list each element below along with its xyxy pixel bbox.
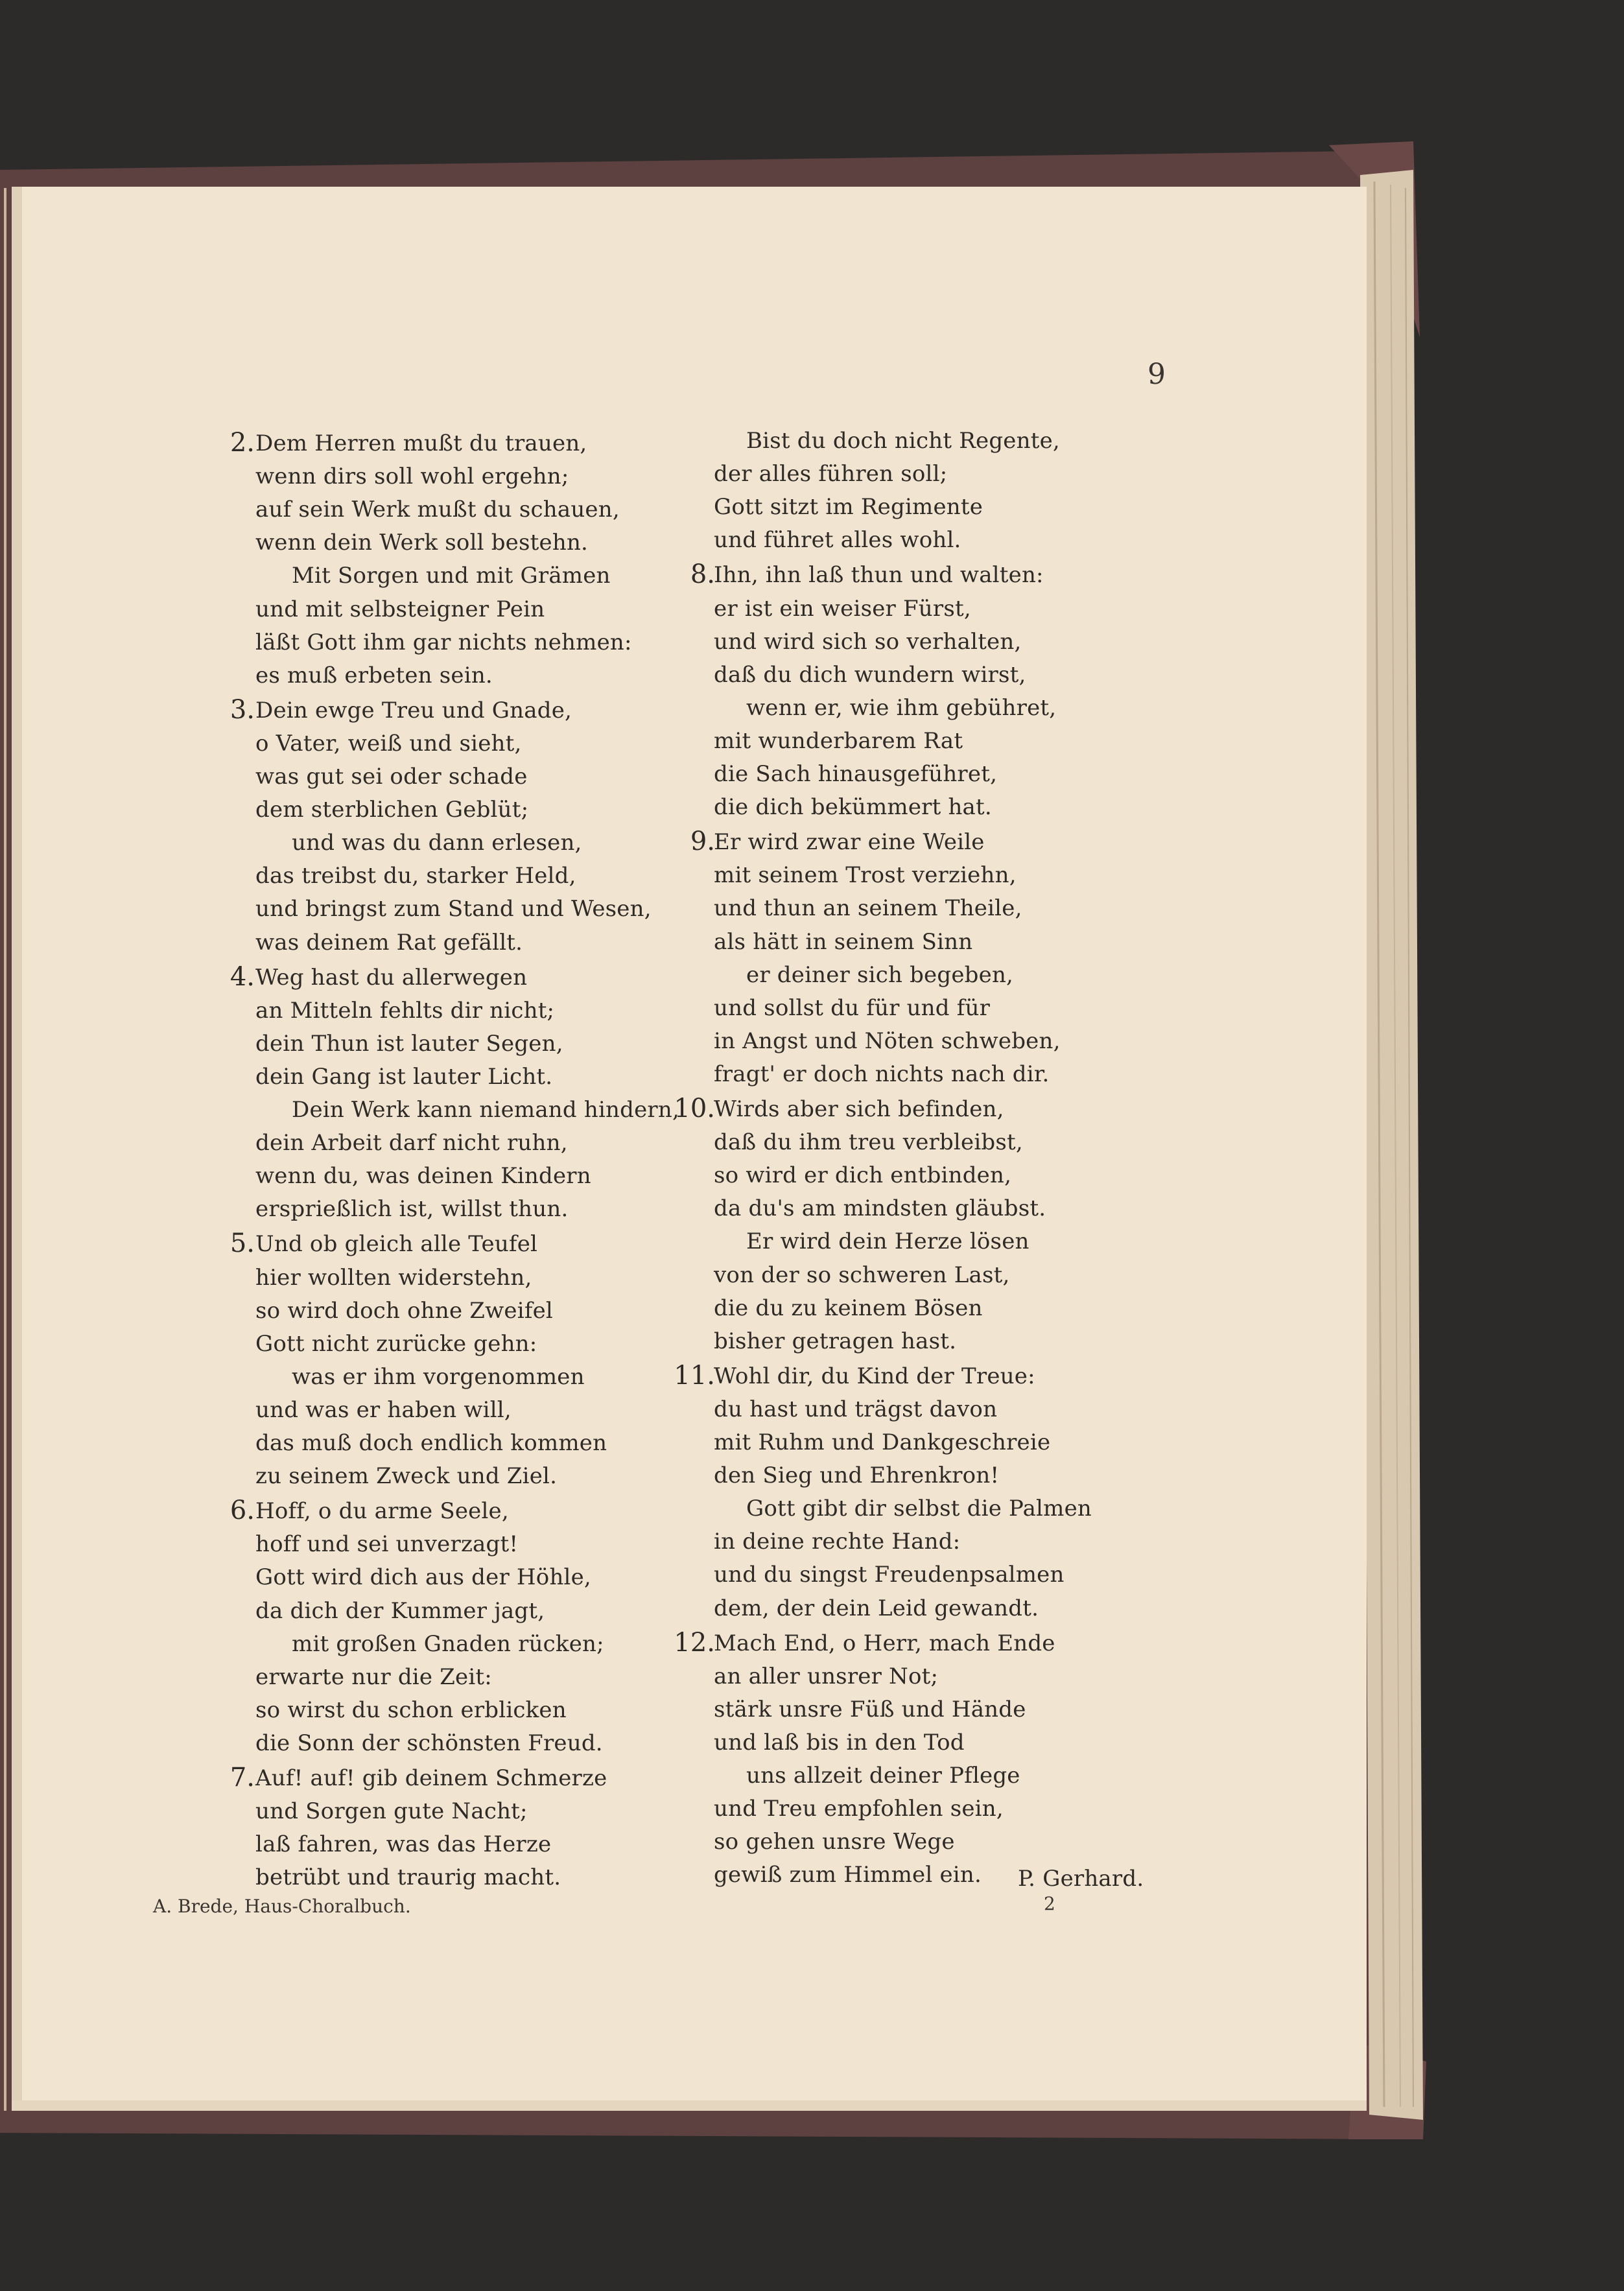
verse-line: dein Arbeit darf nicht ruhn, [255, 1130, 568, 1157]
verse-line: und du singst Freudenpsalmen [714, 1562, 1065, 1588]
stanza-number: 7. [229, 1763, 255, 1792]
stanza-number: 8. [690, 559, 715, 590]
verse-line: die dich bekümmert hat. [714, 794, 992, 821]
verse-line: die du zu keinem Bösen [714, 1295, 983, 1321]
verse-line: der alles führen soll; [714, 461, 948, 488]
verse-line: mit Ruhm und Dankgeschreie [714, 1429, 1051, 1455]
verse-line: und was du dann erlesen, [292, 830, 582, 856]
footer-source: A. Brede, Haus-Choralbuch. [153, 1896, 411, 1917]
page-number: 9 [1147, 358, 1166, 391]
verse-line: hier wollten widerstehn, [255, 1264, 532, 1291]
verse-line: und Sorgen gute Nacht; [255, 1798, 528, 1825]
verse-line: wenn er, wie ihm gebühret, [746, 694, 1057, 721]
verse-line: daß du ihm treu verbleibst, [714, 1129, 1023, 1156]
verse-line: wenn dein Werk soll bestehn. [255, 530, 589, 556]
book-page [12, 188, 1372, 2113]
verse-line: und bringst zum Stand und Wesen, [255, 896, 652, 922]
verse-line: und führet alles wohl. [714, 527, 961, 554]
verse-line: laß fahren, was das Herze [255, 1831, 552, 1858]
verse-line: Wohl dir, du Kind der Treue: [714, 1363, 1035, 1389]
stanza-number: 2. [229, 428, 255, 458]
verse-line: und sollst du für und für [714, 994, 991, 1021]
verse-line: Ihn, ihn laß thun und walten: [714, 562, 1044, 589]
verse-line: Hoff, o du arme Seele, [255, 1498, 509, 1525]
verse-line: es muß erbeten sein. [255, 662, 493, 688]
verse-line: Er wird zwar eine Weile [714, 829, 985, 856]
verse-line: dem, der dein Leid gewandt. [714, 1595, 1039, 1621]
verse-line: mit seinem Trost verziehn, [714, 862, 1017, 889]
stanza-number: 5. [229, 1228, 255, 1259]
verse-line: an aller unsrer Not; [714, 1663, 939, 1689]
stanza-number: 3. [229, 694, 255, 725]
verse-line: Dein Werk kann niemand hindern, [292, 1097, 679, 1123]
verse-line: die Sonn der schönsten Freud. [255, 1730, 603, 1756]
verse-line: Er wird dein Herze lösen [746, 1228, 1030, 1255]
verse-line: so gehen unsre Wege [714, 1829, 955, 1855]
verse-line: erwarte nur die Zeit: [255, 1663, 492, 1690]
verse-line: zu seinem Zweck und Ziel. [255, 1463, 558, 1490]
verse-line: Dein ewge Treu und Gnade, [255, 697, 572, 723]
verse-line: gewiß zum Himmel ein. [714, 1862, 982, 1888]
verse-line: du hast und trägst davon [714, 1396, 998, 1422]
verse-line: das muß doch endlich kommen [255, 1430, 607, 1456]
verse-line: Gott gibt dir selbst die Palmen [746, 1496, 1092, 1522]
verse-line: Dem Herren mußt du trauen, [255, 430, 587, 456]
stanza-number: 12. [674, 1627, 715, 1658]
verse-line: da du's am mindsten gläubst. [714, 1195, 1046, 1222]
verse-line: die Sach hinausgeführet, [714, 761, 998, 787]
verse-line: und laß bis in den Tod [714, 1729, 965, 1756]
verse-line: Gott sitzt im Regimente [714, 494, 983, 521]
verse-line: wenn dirs soll wohl ergehn; [255, 464, 569, 490]
verse-line: mit wunderbarem Rat [714, 727, 963, 754]
verse-line: fragt' er doch nichts nach dir. [714, 1061, 1050, 1087]
verse-line: und was er haben will, [255, 1396, 512, 1423]
verse-line: und thun an seinem Theile, [714, 895, 1022, 922]
verse-line: daß du dich wundern wirst, [714, 661, 1026, 688]
verse-line: Auf! auf! gib deinem Schmerze [255, 1765, 607, 1791]
verse-line: läßt Gott ihm gar nichts nehmen: [255, 629, 632, 655]
verse-line: hoff und sei unverzagt! [255, 1531, 519, 1558]
author-signature: P. Gerhard. [1018, 1866, 1144, 1892]
verse-line: dein Gang ist lauter Licht. [255, 1063, 553, 1090]
verse-line: o Vater, weiß und sieht, [255, 730, 522, 757]
verse-line: so wird doch ohne Zweifel [255, 1297, 554, 1324]
verse-line: Weg hast du allerwegen [255, 964, 528, 991]
verse-line: und Treu empfohlen sein, [714, 1796, 1004, 1822]
verse-line: was deinem Rat gefällt. [255, 929, 523, 956]
stanza-number: 11. [674, 1360, 715, 1391]
verse-line: was er ihm vorgenommen [292, 1363, 585, 1390]
verse-line: Und ob gleich alle Teufel [255, 1231, 538, 1258]
verse-line: Mach End, o Herr, mach Ende [714, 1630, 1055, 1656]
verse-line: und wird sich so verhalten, [714, 628, 1022, 655]
verse-line: uns allzeit deiner Pflege [746, 1763, 1020, 1789]
verse-line: er deiner sich begeben, [746, 961, 1014, 988]
verse-line: wenn du, was deinen Kindern [255, 1163, 591, 1190]
verse-line: ersprießlich ist, willst thun. [255, 1196, 569, 1223]
verse-line: da dich der Kummer jagt, [255, 1597, 545, 1624]
verse-line: Gott nicht zurücke gehn: [255, 1330, 537, 1357]
verse-line: dem sterblichen Geblüt; [255, 797, 529, 823]
verse-line: Gott wird dich aus der Höhle, [255, 1564, 591, 1591]
verse-line: als hätt in seinem Sinn [714, 928, 973, 955]
footer-signature-mark: 2 [1044, 1893, 1055, 1914]
verse-line: was gut sei oder schade [255, 764, 528, 790]
stanza-number: 6. [229, 1496, 255, 1526]
verse-line: dein Thun ist lauter Segen, [255, 1030, 563, 1057]
verse-line: den Sieg und Ehrenkron! [714, 1463, 1000, 1489]
verse-line: von der so schweren Last, [714, 1262, 1010, 1288]
verse-line: auf sein Werk mußt du schauen, [255, 497, 620, 523]
verse-line: Wirds aber sich befinden, [714, 1096, 1004, 1122]
verse-line: stärk unsre Füß und Hände [714, 1696, 1026, 1722]
verse-line: betrübt und traurig macht. [255, 1864, 561, 1891]
verse-line: Mit Sorgen und mit Grämen [292, 563, 611, 589]
verse-line: bisher getragen hast. [714, 1328, 957, 1354]
verse-line: an Mitteln fehlts dir nicht; [255, 997, 555, 1024]
stanza-number: 4. [229, 961, 255, 992]
stanza-number: 9. [690, 827, 715, 857]
verse-line: er ist ein weiser Fürst, [714, 595, 971, 622]
verse-line: in Angst und Nöten schweben, [714, 1028, 1061, 1054]
verse-line: und mit selbsteigner Pein [255, 596, 545, 622]
verse-line: so wird er dich entbinden, [714, 1162, 1012, 1189]
verse-line: Bist du doch nicht Regente, [746, 428, 1060, 454]
verse-line: in deine rechte Hand: [714, 1529, 961, 1555]
verse-line: so wirst du schon erblicken [255, 1697, 567, 1723]
verse-line: das treibst du, starker Held, [255, 863, 576, 889]
stanza-number: 10. [674, 1094, 715, 1123]
verse-line: mit großen Gnaden rücken; [292, 1630, 604, 1657]
